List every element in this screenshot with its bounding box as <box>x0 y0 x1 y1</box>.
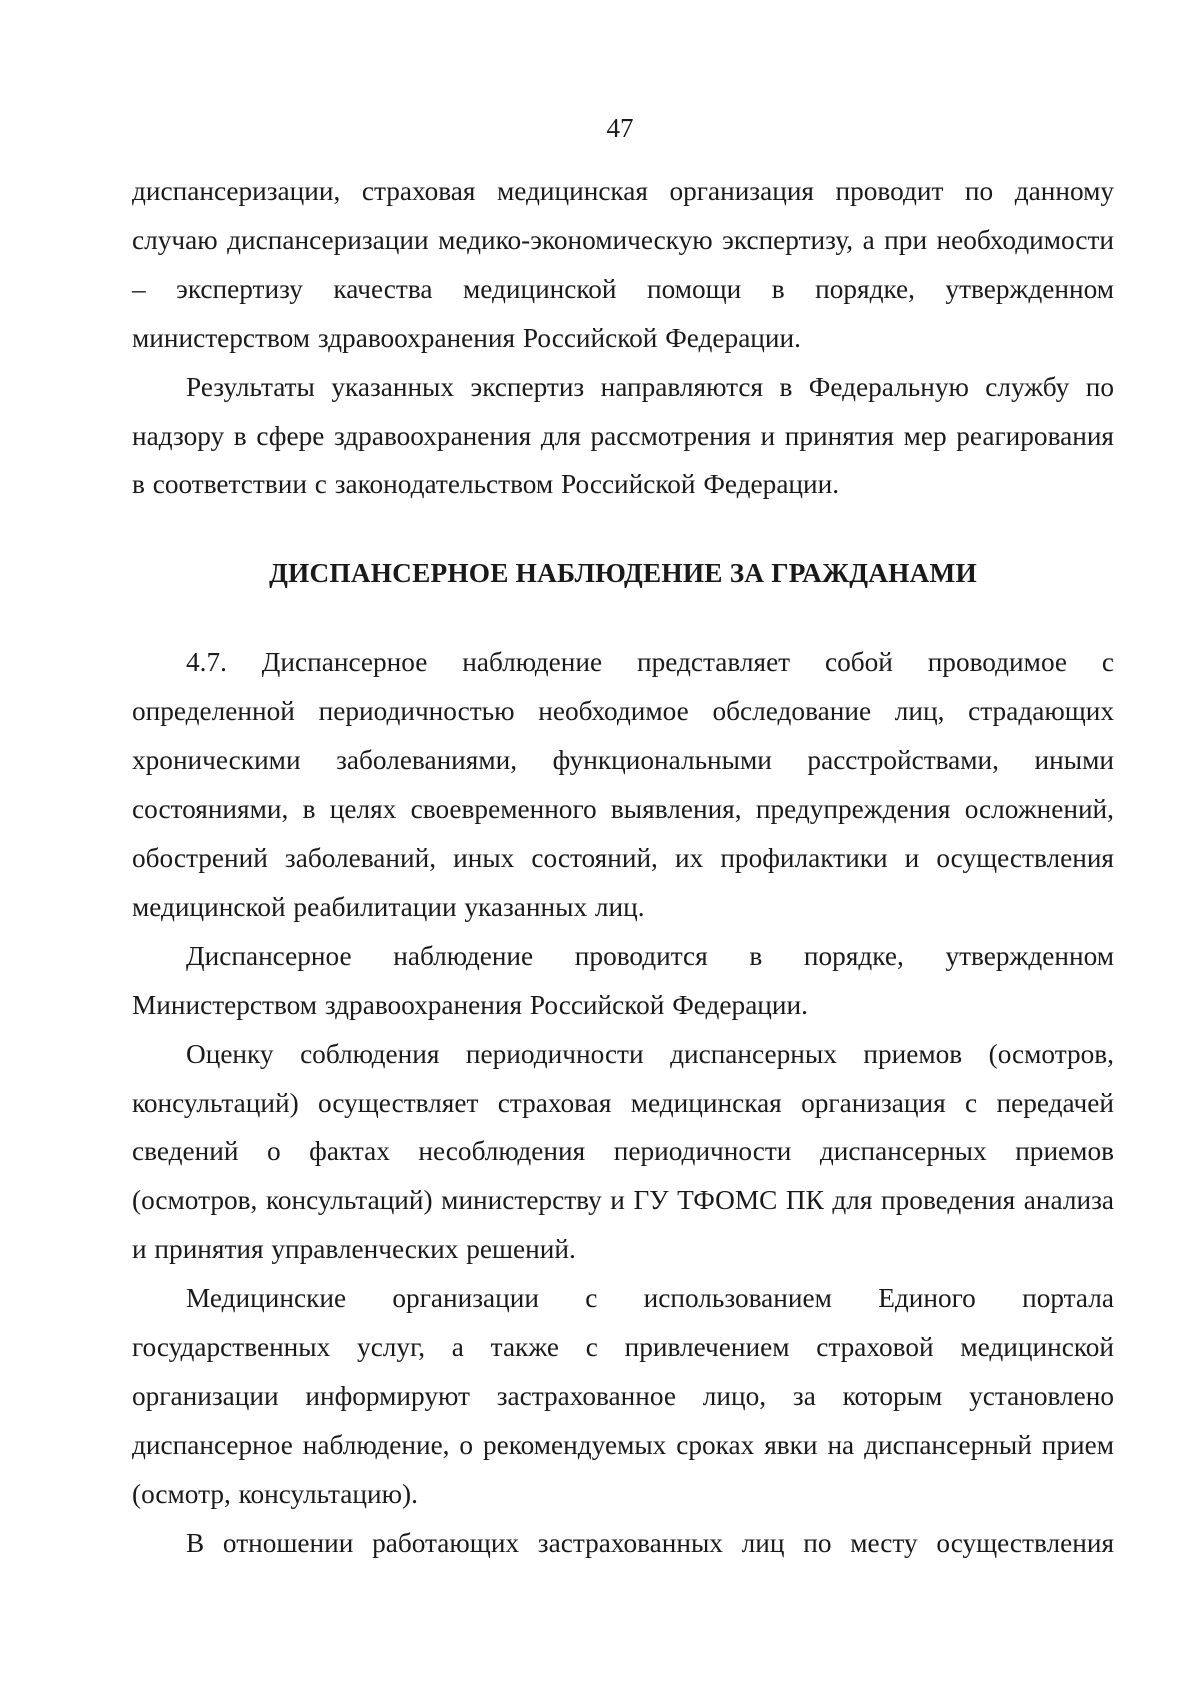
document-body <box>132 167 1114 1568</box>
paragraph-4-7-definition: 4.7. Диспансерное наблюдение представляет собой проводимое с определенной периодичностью необходимое обследование лиц, страдающих хроническими заболеваниями, функциональными расстройствами, иными состояниями, в целях своевременного выявления, предупреждения осложнений, обострений заболеваний, иных состояний, их профилактики и осуществления медицинской реабилитации указанных лиц. <box>132 647 1114 922</box>
paragraph-observation-procedure: Диспансерное наблюдение проводится в порядке, утвержденном Министерством здравоохранения Российской Федерации. <box>132 940 1114 1020</box>
paragraph-expertise-results: Результаты указанных экспертиз направляются в Федеральную службу по надзору в сфере здравоохранения для рассмотрения и принятия мер реагирования в соответствии с законодательством Российской Федерации. <box>132 371 1114 500</box>
paragraph-dispanserization-continuation: диспансеризации, страховая медицинская организация проводит по данному случаю диспансеризации медико-экономическую экспертизу, а при необходимости – экспертизу качества медицинской помощи в порядке, утвержденном министерством здравоохранения Российской Федерации. <box>132 176 1114 353</box>
paragraph-informing-insured: Медицинские организации с использованием Единого портала государственных услуг, а также с привлечением страховой медицинской организации информируют застрахованное лицо, за которым установлено диспансерное наблюдение, о рекомендуемых сроках явки на диспансерный прием (осмотр, консультацию). <box>132 1283 1114 1509</box>
paragraph-working-insured-start: В отношении работающих застрахованных лиц по месту осуществления <box>186 1527 1114 1558</box>
page-number: 47 <box>606 113 634 143</box>
paragraph-periodicity-assessment: Оценку соблюдения периодичности диспансерных приемов (осмотров, консультаций) осуществляет страховая медицинская организация с передачей сведений о фактах несоблюдения периодичности диспансерных приемов (осмотров, консультаций) министерству и ГУ ТФОМС ПК для проведения анализа и принятия управленческих решений. <box>132 1038 1114 1265</box>
section-heading: ДИСПАНСЕРНОЕ НАБЛЮДЕНИЕ ЗА ГРАЖДАНАМИ <box>269 558 977 589</box>
